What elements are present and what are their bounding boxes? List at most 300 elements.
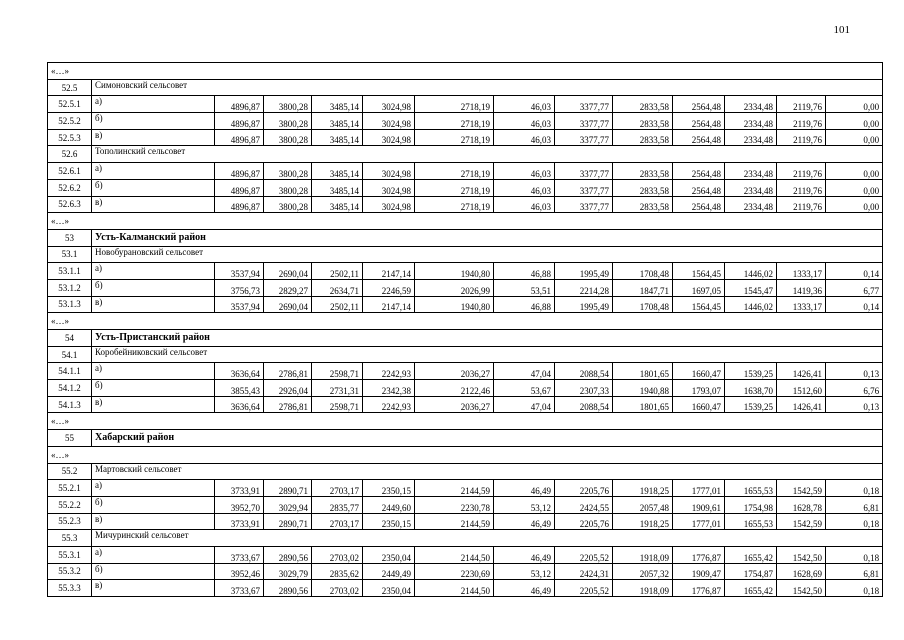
variant-label: б) <box>92 179 215 196</box>
ellipsis-row <box>48 213 883 230</box>
subsection-row <box>48 146 883 163</box>
value-cell: 46,03 <box>494 163 555 180</box>
value-cell: 46,49 <box>494 480 555 497</box>
value-cell: 2598,71 <box>312 396 363 413</box>
value-cell: 1628,78 <box>777 496 826 513</box>
value-cell: 1909,61 <box>673 496 725 513</box>
value-cell: 1918,25 <box>613 513 673 530</box>
variant-label: а) <box>92 546 215 563</box>
row-number: 55 <box>48 430 92 447</box>
value-cell: 2718,19 <box>415 179 494 196</box>
value-cell: 2786,81 <box>264 363 312 380</box>
row-number: 55.2 <box>48 463 92 480</box>
value-cell: 0,18 <box>826 546 883 563</box>
row-number: 55.3.2 <box>48 563 92 580</box>
row-number: 52.6.1 <box>48 163 92 180</box>
table-row <box>48 580 883 597</box>
value-cell: 2147,14 <box>363 296 415 313</box>
value-cell: 6,81 <box>826 496 883 513</box>
variant-label: в) <box>92 513 215 530</box>
row-number: 53.1 <box>48 246 92 263</box>
value-cell: 1660,47 <box>673 363 725 380</box>
value-cell: 46,03 <box>494 113 555 130</box>
value-cell: 3855,43 <box>215 380 264 397</box>
row-number: 55.2.1 <box>48 480 92 497</box>
value-cell: 2147,14 <box>363 263 415 280</box>
value-cell: 1697,05 <box>673 279 725 296</box>
value-cell: 2214,28 <box>555 279 613 296</box>
value-cell: 3733,91 <box>215 480 264 497</box>
value-cell: 1539,25 <box>725 363 777 380</box>
value-cell: 2890,56 <box>264 580 312 597</box>
value-cell: 1655,53 <box>725 480 777 497</box>
table-row <box>48 480 883 497</box>
subsection-row <box>48 463 883 480</box>
value-cell: 1776,87 <box>673 546 725 563</box>
row-number: 54.1.1 <box>48 363 92 380</box>
value-cell: 2690,04 <box>264 296 312 313</box>
row-number: 52.6 <box>48 146 92 163</box>
value-cell: 2334,48 <box>725 163 777 180</box>
value-cell: 0,13 <box>826 396 883 413</box>
value-cell: 1777,01 <box>673 513 725 530</box>
value-cell: 2057,32 <box>613 563 673 580</box>
value-cell: 2334,48 <box>725 129 777 146</box>
district-title: Хабарский район <box>92 430 883 447</box>
variant-label: а) <box>92 480 215 497</box>
value-cell: 2703,17 <box>312 480 363 497</box>
value-cell: 2598,71 <box>312 363 363 380</box>
value-cell: 3377,77 <box>555 113 613 130</box>
value-cell: 6,81 <box>826 563 883 580</box>
ellipsis-cell: «…» <box>48 446 883 463</box>
value-cell: 1660,47 <box>673 396 725 413</box>
value-cell: 2833,58 <box>613 163 673 180</box>
table-row <box>48 129 883 146</box>
value-cell: 3024,98 <box>363 113 415 130</box>
value-cell: 1655,53 <box>725 513 777 530</box>
value-cell: 46,49 <box>494 580 555 597</box>
value-cell: 2833,58 <box>613 113 673 130</box>
value-cell: 1918,25 <box>613 480 673 497</box>
value-cell: 2119,76 <box>777 129 826 146</box>
value-cell: 1793,07 <box>673 380 725 397</box>
value-cell: 3800,28 <box>264 129 312 146</box>
value-cell: 2026,99 <box>415 279 494 296</box>
value-cell: 2205,76 <box>555 513 613 530</box>
value-cell: 2718,19 <box>415 96 494 113</box>
subsection-title: Симоновский сельсовет <box>92 79 883 96</box>
value-cell: 1995,49 <box>555 296 613 313</box>
value-cell: 2350,15 <box>363 513 415 530</box>
value-cell: 2731,31 <box>312 380 363 397</box>
row-number: 55.3.3 <box>48 580 92 597</box>
value-cell: 1542,50 <box>777 580 826 597</box>
value-cell: 3756,73 <box>215 279 264 296</box>
variant-label: б) <box>92 113 215 130</box>
ellipsis-cell: «…» <box>48 413 883 430</box>
value-cell: 1446,02 <box>725 296 777 313</box>
value-cell: 3029,94 <box>264 496 312 513</box>
district-title: Усть-Пристанский район <box>92 330 883 347</box>
value-cell: 2703,17 <box>312 513 363 530</box>
value-cell: 46,49 <box>494 546 555 563</box>
value-cell: 53,12 <box>494 496 555 513</box>
table-row <box>48 496 883 513</box>
value-cell: 1333,17 <box>777 263 826 280</box>
value-cell: 3024,98 <box>363 163 415 180</box>
variant-label: а) <box>92 96 215 113</box>
subsection-title: Тополинский сельсовет <box>92 146 883 163</box>
value-cell: 3377,77 <box>555 179 613 196</box>
subsection-title: Мартовский сельсовет <box>92 463 883 480</box>
value-cell: 3485,14 <box>312 96 363 113</box>
value-cell: 6,76 <box>826 380 883 397</box>
value-cell: 1539,25 <box>725 396 777 413</box>
value-cell: 3029,79 <box>264 563 312 580</box>
value-cell: 2835,77 <box>312 496 363 513</box>
table-row <box>48 263 883 280</box>
value-cell: 3952,70 <box>215 496 264 513</box>
value-cell: 2205,76 <box>555 480 613 497</box>
table-row <box>48 380 883 397</box>
value-cell: 1564,45 <box>673 263 725 280</box>
value-cell: 2718,19 <box>415 163 494 180</box>
value-cell: 0,14 <box>826 263 883 280</box>
value-cell: 1940,80 <box>415 263 494 280</box>
value-cell: 0,00 <box>826 96 883 113</box>
value-cell: 3733,67 <box>215 580 264 597</box>
value-cell: 1545,47 <box>725 279 777 296</box>
value-cell: 2564,48 <box>673 129 725 146</box>
value-cell: 0,00 <box>826 196 883 213</box>
value-cell: 3024,98 <box>363 96 415 113</box>
value-cell: 1333,17 <box>777 296 826 313</box>
subsection-row <box>48 79 883 96</box>
value-cell: 1909,47 <box>673 563 725 580</box>
variant-label: в) <box>92 196 215 213</box>
value-cell: 0,00 <box>826 113 883 130</box>
value-cell: 0,00 <box>826 129 883 146</box>
variant-label: в) <box>92 396 215 413</box>
ellipsis-cell: «…» <box>48 313 883 330</box>
table-row <box>48 546 883 563</box>
value-cell: 2833,58 <box>613 196 673 213</box>
value-cell: 2242,93 <box>363 396 415 413</box>
value-cell: 1940,88 <box>613 380 673 397</box>
variant-label: б) <box>92 380 215 397</box>
value-cell: 2119,76 <box>777 113 826 130</box>
value-cell: 1801,65 <box>613 396 673 413</box>
value-cell: 1754,98 <box>725 496 777 513</box>
value-cell: 3636,64 <box>215 363 264 380</box>
value-cell: 2502,11 <box>312 296 363 313</box>
value-cell: 1847,71 <box>613 279 673 296</box>
value-cell: 3800,28 <box>264 179 312 196</box>
variant-label: б) <box>92 279 215 296</box>
row-number: 54.1 <box>48 346 92 363</box>
table-row <box>48 563 883 580</box>
value-cell: 1419,36 <box>777 279 826 296</box>
value-cell: 47,04 <box>494 396 555 413</box>
value-cell: 3485,14 <box>312 113 363 130</box>
value-cell: 6,77 <box>826 279 883 296</box>
value-cell: 3537,94 <box>215 263 264 280</box>
value-cell: 2122,46 <box>415 380 494 397</box>
variant-label: а) <box>92 363 215 380</box>
value-cell: 4896,87 <box>215 129 264 146</box>
value-cell: 2829,27 <box>264 279 312 296</box>
page-number: 101 <box>833 24 850 36</box>
value-cell: 2564,48 <box>673 113 725 130</box>
value-cell: 2634,71 <box>312 279 363 296</box>
table-row <box>48 113 883 130</box>
subsection-row <box>48 530 883 547</box>
row-number: 53.1.1 <box>48 263 92 280</box>
value-cell: 2703,02 <box>312 580 363 597</box>
variant-label: а) <box>92 263 215 280</box>
table-row <box>48 96 883 113</box>
value-cell: 47,04 <box>494 363 555 380</box>
ellipsis-row <box>48 413 883 430</box>
value-cell: 2424,55 <box>555 496 613 513</box>
row-number: 52.5 <box>48 79 92 96</box>
value-cell: 1655,42 <box>725 580 777 597</box>
value-cell: 2833,58 <box>613 96 673 113</box>
value-cell: 2890,71 <box>264 513 312 530</box>
district-row <box>48 430 883 447</box>
district-row <box>48 229 883 246</box>
value-cell: 2307,33 <box>555 380 613 397</box>
value-cell: 2424,31 <box>555 563 613 580</box>
value-cell: 1426,41 <box>777 363 826 380</box>
value-cell: 1512,60 <box>777 380 826 397</box>
value-cell: 2835,62 <box>312 563 363 580</box>
value-cell: 2334,48 <box>725 113 777 130</box>
value-cell: 1940,80 <box>415 296 494 313</box>
value-cell: 2564,48 <box>673 163 725 180</box>
ellipsis-cell: «…» <box>48 63 883 80</box>
value-cell: 1995,49 <box>555 263 613 280</box>
value-cell: 3485,14 <box>312 129 363 146</box>
table-row <box>48 363 883 380</box>
value-cell: 3537,94 <box>215 296 264 313</box>
table-body <box>48 63 883 597</box>
value-cell: 2786,81 <box>264 396 312 413</box>
value-cell: 46,03 <box>494 179 555 196</box>
variant-label: б) <box>92 563 215 580</box>
value-cell: 2833,58 <box>613 129 673 146</box>
value-cell: 2144,59 <box>415 513 494 530</box>
variant-label: б) <box>92 496 215 513</box>
value-cell: 3485,14 <box>312 179 363 196</box>
value-cell: 2334,48 <box>725 196 777 213</box>
value-cell: 46,03 <box>494 129 555 146</box>
row-number: 52.5.3 <box>48 129 92 146</box>
value-cell: 1708,48 <box>613 263 673 280</box>
table-row <box>48 396 883 413</box>
value-cell: 2703,02 <box>312 546 363 563</box>
value-cell: 2230,78 <box>415 496 494 513</box>
table-row <box>48 179 883 196</box>
value-cell: 1918,09 <box>613 546 673 563</box>
value-cell: 2350,04 <box>363 580 415 597</box>
value-cell: 0,18 <box>826 513 883 530</box>
value-cell: 2334,48 <box>725 96 777 113</box>
ellipsis-cell: «…» <box>48 213 883 230</box>
value-cell: 3024,98 <box>363 196 415 213</box>
value-cell: 46,49 <box>494 513 555 530</box>
row-number: 53.1.3 <box>48 296 92 313</box>
value-cell: 2718,19 <box>415 129 494 146</box>
district-title: Усть-Калманский район <box>92 229 883 246</box>
value-cell: 3024,98 <box>363 129 415 146</box>
value-cell: 2205,52 <box>555 546 613 563</box>
table-row <box>48 163 883 180</box>
value-cell: 2690,04 <box>264 263 312 280</box>
value-cell: 2230,69 <box>415 563 494 580</box>
value-cell: 2350,04 <box>363 546 415 563</box>
value-cell: 2119,76 <box>777 163 826 180</box>
value-cell: 1776,87 <box>673 580 725 597</box>
value-cell: 3377,77 <box>555 196 613 213</box>
value-cell: 3800,28 <box>264 196 312 213</box>
value-cell: 0,00 <box>826 163 883 180</box>
value-cell: 0,14 <box>826 296 883 313</box>
value-cell: 3800,28 <box>264 113 312 130</box>
value-cell: 2564,48 <box>673 96 725 113</box>
value-cell: 2334,48 <box>725 179 777 196</box>
value-cell: 3636,64 <box>215 396 264 413</box>
value-cell: 46,88 <box>494 296 555 313</box>
value-cell: 1542,50 <box>777 546 826 563</box>
value-cell: 2144,50 <box>415 580 494 597</box>
value-cell: 4896,87 <box>215 113 264 130</box>
value-cell: 2144,50 <box>415 546 494 563</box>
value-cell: 4896,87 <box>215 196 264 213</box>
value-cell: 2564,48 <box>673 196 725 213</box>
value-cell: 46,03 <box>494 96 555 113</box>
value-cell: 3377,77 <box>555 96 613 113</box>
value-cell: 2718,19 <box>415 196 494 213</box>
value-cell: 1542,59 <box>777 513 826 530</box>
value-cell: 0,00 <box>826 179 883 196</box>
value-cell: 2564,48 <box>673 179 725 196</box>
value-cell: 3733,67 <box>215 546 264 563</box>
value-cell: 3024,98 <box>363 179 415 196</box>
value-cell: 46,03 <box>494 196 555 213</box>
subsection-title: Мичуринский сельсовет <box>92 530 883 547</box>
value-cell: 2119,76 <box>777 96 826 113</box>
row-number: 52.5.2 <box>48 113 92 130</box>
value-cell: 1542,59 <box>777 480 826 497</box>
subsection-title: Коробейниковский сельсовет <box>92 346 883 363</box>
district-row <box>48 330 883 347</box>
value-cell: 4896,87 <box>215 163 264 180</box>
value-cell: 1446,02 <box>725 263 777 280</box>
variant-label: в) <box>92 580 215 597</box>
value-cell: 2718,19 <box>415 113 494 130</box>
value-cell: 3733,91 <box>215 513 264 530</box>
row-number: 55.2.3 <box>48 513 92 530</box>
table-row <box>48 296 883 313</box>
row-number: 55.3.1 <box>48 546 92 563</box>
value-cell: 2890,71 <box>264 480 312 497</box>
table-row <box>48 196 883 213</box>
value-cell: 3800,28 <box>264 163 312 180</box>
ellipsis-row <box>48 313 883 330</box>
row-number: 53 <box>48 229 92 246</box>
value-cell: 1777,01 <box>673 480 725 497</box>
value-cell: 2242,93 <box>363 363 415 380</box>
variant-label: а) <box>92 163 215 180</box>
row-number: 52.5.1 <box>48 96 92 113</box>
value-cell: 2246,59 <box>363 279 415 296</box>
value-cell: 2502,11 <box>312 263 363 280</box>
value-cell: 3952,46 <box>215 563 264 580</box>
row-number: 54 <box>48 330 92 347</box>
row-number: 54.1.3 <box>48 396 92 413</box>
subsection-row <box>48 346 883 363</box>
value-cell: 1754,87 <box>725 563 777 580</box>
value-cell: 4896,87 <box>215 96 264 113</box>
value-cell: 46,88 <box>494 263 555 280</box>
value-cell: 2449,60 <box>363 496 415 513</box>
row-number: 52.6.2 <box>48 179 92 196</box>
row-number: 55.3 <box>48 530 92 547</box>
value-cell: 0,18 <box>826 580 883 597</box>
value-cell: 2205,52 <box>555 580 613 597</box>
value-cell: 53,67 <box>494 380 555 397</box>
tariff-table <box>47 62 883 597</box>
value-cell: 1638,70 <box>725 380 777 397</box>
value-cell: 1655,42 <box>725 546 777 563</box>
ellipsis-row <box>48 63 883 80</box>
value-cell: 2342,38 <box>363 380 415 397</box>
value-cell: 2890,56 <box>264 546 312 563</box>
value-cell: 0,13 <box>826 363 883 380</box>
value-cell: 2144,59 <box>415 480 494 497</box>
row-number: 55.2.2 <box>48 496 92 513</box>
value-cell: 4896,87 <box>215 179 264 196</box>
subsection-title: Новобурановский сельсовет <box>92 246 883 263</box>
value-cell: 1918,09 <box>613 580 673 597</box>
value-cell: 1801,65 <box>613 363 673 380</box>
value-cell: 2833,58 <box>613 179 673 196</box>
value-cell: 2088,54 <box>555 396 613 413</box>
value-cell: 1628,69 <box>777 563 826 580</box>
value-cell: 2119,76 <box>777 196 826 213</box>
row-number: 52.6.3 <box>48 196 92 213</box>
value-cell: 2088,54 <box>555 363 613 380</box>
value-cell: 1426,41 <box>777 396 826 413</box>
value-cell: 2057,48 <box>613 496 673 513</box>
value-cell: 2926,04 <box>264 380 312 397</box>
value-cell: 1564,45 <box>673 296 725 313</box>
value-cell: 53,51 <box>494 279 555 296</box>
value-cell: 2449,49 <box>363 563 415 580</box>
value-cell: 3377,77 <box>555 163 613 180</box>
row-number: 54.1.2 <box>48 380 92 397</box>
value-cell: 3485,14 <box>312 196 363 213</box>
variant-label: в) <box>92 129 215 146</box>
variant-label: в) <box>92 296 215 313</box>
value-cell: 53,12 <box>494 563 555 580</box>
value-cell: 3485,14 <box>312 163 363 180</box>
ellipsis-row <box>48 446 883 463</box>
table-row <box>48 279 883 296</box>
table-row <box>48 513 883 530</box>
